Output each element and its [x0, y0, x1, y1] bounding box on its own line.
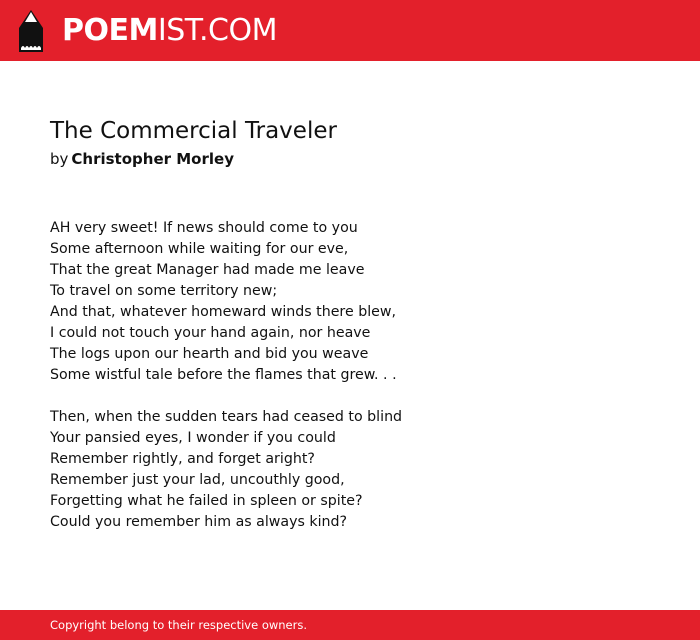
- stanza: [50, 407, 650, 533]
- poem-byline: [50, 148, 234, 170]
- poem-line: AH very sweet! If news should come to you: [50, 220, 358, 236]
- site-header: [0, 0, 700, 61]
- poem-line: Remember rightly, and forget aright?: [50, 451, 315, 467]
- site-logo[interactable]: [62, 13, 277, 49]
- pencil-icon[interactable]: [18, 10, 44, 52]
- poem-body: [50, 218, 650, 554]
- poem-line: Some wistful tale before the flames that grew. . .: [50, 367, 397, 383]
- by-label: by: [50, 150, 69, 168]
- poem-line: Then, when the sudden tears had ceased to blind: [50, 409, 403, 425]
- poem-line: To travel on some territory new;: [50, 283, 278, 299]
- logo-bold-text: POEM: [62, 13, 158, 48]
- poem-line: Your pansied eyes, I wonder if you could: [50, 430, 336, 446]
- poem-line: Could you remember him as always kind?: [50, 514, 348, 530]
- poem-line: That the great Manager had made me leave: [50, 262, 365, 278]
- stanza: [50, 218, 650, 386]
- poem-line: Some afternoon while waiting for our eve,: [50, 241, 349, 257]
- poem-line: Forgetting what he failed in spleen or spite?: [50, 493, 363, 509]
- poem-line: I could not touch your hand again, nor heave: [50, 325, 371, 341]
- poem-line: The logs upon our hearth and bid you weave: [50, 346, 369, 362]
- poem-line: Remember just your lad, uncouthly good,: [50, 472, 345, 488]
- author-name[interactable]: Christopher Morley: [71, 150, 234, 168]
- poem-title: The Commercial Traveler: [50, 118, 337, 144]
- site-footer: [0, 610, 700, 640]
- poem-line: And that, whatever homeward winds there blew,: [50, 304, 396, 320]
- copyright-text: Copyright belong to their respective owners.: [50, 618, 308, 632]
- logo-light-text: IST.COM: [157, 13, 277, 48]
